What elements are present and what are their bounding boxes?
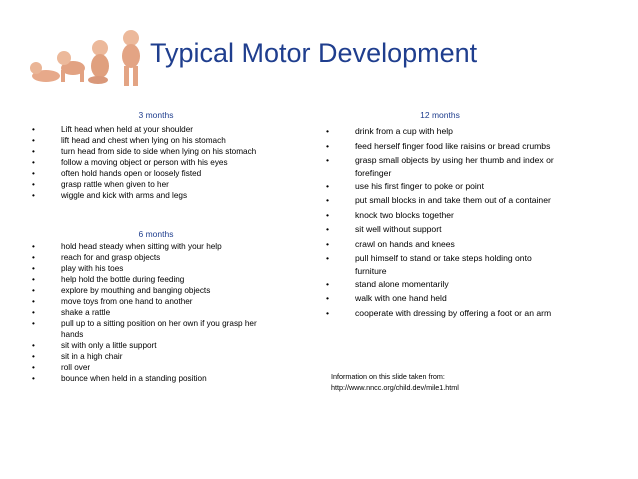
list-item: • play with his toes [32,264,124,273]
source-url: http://www.nncc.org/child.dev/mile1.html [331,383,459,392]
list-item: • shake a rattle [32,308,111,317]
list-item: • pull up to a sitting position on her own if you grasp her [32,319,257,328]
list-item: • sit with only a little support [32,341,157,350]
list-item: • reach for and grasp objects [32,253,161,262]
baby-development-illustration [28,18,148,88]
list-item: • walk with one hand held [326,293,447,303]
list-item: • put small blocks in and take them out of a container [326,195,551,205]
list-item: • feed herself finger food like raisins or bread crumbs [326,140,551,151]
list-item: • lift head and chest when lying on his stomach [32,136,226,145]
list-item: • cooperate with dressing by offering a foot or an arm [326,307,552,318]
list-item: • hold head steady when sitting with your help [32,242,222,251]
list-item: • often hold hands open or loosely fisted [32,169,202,178]
list-item: • pull himself to stand or take steps holding onto [326,253,532,263]
source-note [331,371,459,393]
section-heading-3-months: 3 months [138,110,174,120]
list-item: • grasp rattle when given to her [32,180,169,189]
list-item-continuation: hands [61,330,84,339]
list-12-months [326,124,554,320]
list-item: • Lift head when held at your shoulder [32,125,193,134]
list-item: • roll over [32,363,91,372]
list-item-continuation: furniture [355,265,387,276]
list-item: • knock two blocks together [326,209,454,220]
list-item: • turn head from side to side when lying on his stomach [32,147,257,156]
list-item: • help hold the bottle during feeding [32,275,185,284]
list-3-months [32,124,257,201]
list-item: • sit in a high chair [32,352,123,361]
list-item: • use his first finger to poke or point [326,180,484,191]
list-item-continuation: forefinger [355,167,392,178]
list-item: • crawl on hands and knees [326,238,455,249]
section-heading-12-months: 12 months [420,110,460,120]
page-title: Typical Motor Development [150,38,478,68]
list-item: • wiggle and kick with arms and legs [32,191,188,200]
list-item: • sit well without support [326,224,442,234]
list-6-months [32,241,257,384]
list-item: • explore by mouthing and banging objects [32,286,211,295]
list-item: • drink from a cup with help [326,126,453,136]
section-heading-6-months: 6 months [138,229,174,239]
list-item: • follow a moving object or person with his eyes [32,158,228,167]
list-item: • stand alone momentarily [326,278,449,289]
list-item: • grasp small objects by using her thumb and index or [326,155,554,165]
source-label: Information on this slide taken from: [331,372,445,381]
list-item: • bounce when held in a standing position [32,374,207,383]
list-item: • move toys from one hand to another [32,297,193,306]
